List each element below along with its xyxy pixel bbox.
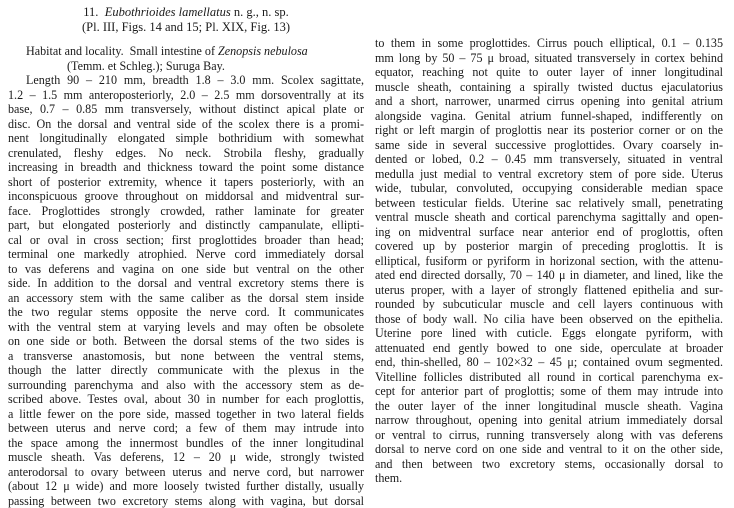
text-line: wide, tubular, convoluted, occupying considerable median space — [375, 181, 723, 196]
text-line: short of posterior extremity, whence it tapers posteriorly, with an — [8, 175, 364, 190]
text-line: muscle sheath, containing a spirally twisted ductus ejaculatorius — [375, 80, 723, 95]
text-line: surrounding parenchyma and also with the accessory stem as de- — [8, 378, 364, 393]
text-line: muscle sheath. Vas deferens, 12 – 20 μ wide, strongly twisted — [8, 450, 364, 465]
text-line: ventral muscle sheath and cortical parenchyma sagittally and open- — [375, 210, 723, 225]
text-line: alongside vagina. Genital atrium funnel-shaped, indifferently on — [375, 109, 723, 124]
text-line: side. In addition to the dorsal and ventral excretory stems there is — [8, 276, 364, 291]
text-line: nent longitudinally elongated simple bothridium with somewhat — [8, 131, 364, 146]
text-line: ing on midventral surface near anterior end of proglottis, often — [375, 225, 723, 240]
text-line: cept for anterior part of proglottis; some of them may intrude into — [375, 384, 723, 399]
text-line: a transverse anastomosis, but none between the ventral stems, — [8, 349, 364, 364]
text-line: covered up by posterior margin of preceding proglottis. It is — [375, 239, 723, 254]
text-line: narrow throughout, opening into genital atrium immediately dorsal — [375, 413, 723, 428]
text-line: and then between two excretory stems, occasionally dorsal to — [375, 457, 723, 472]
text-line: on one side or both. Between the dorsal stems of the two sides is — [8, 334, 364, 349]
text-line: the two regular stems opposite the nerve cord. It communicates — [8, 305, 364, 320]
text-line: base, 0.7 – 0.85 mm transversely, without distinct apical plate or — [8, 102, 364, 117]
species-designation: n. g., n. sp. — [234, 5, 289, 19]
text-line: the outer layer of the inner longitudinal muscle sheath. Vagina — [375, 399, 723, 414]
text-line: 1.2 – 1.5 mm anteroposteriorly, 2.0 – 2.5 mm dorsoventrally at its — [8, 88, 364, 103]
text-line: with the ventral stem at varying levels and may often be obsolete — [8, 320, 364, 335]
text-line: disc. On the dorsal and ventral side of the scolex there is a promi- — [8, 117, 364, 132]
text-line: mm long by 50 – 75 μ broad, situated transversely in cortex behind — [375, 51, 723, 66]
text-line: to them in some proglottides. Cirrus pouch elliptical, 0.1 – 0.135 — [375, 36, 723, 51]
right-column — [375, 36, 723, 486]
text-line: or ventral to cirrus, running transversely along with vas deferens — [375, 428, 723, 443]
text-line: uterus proper, with a layer of strongly flattened epithelia and sur- — [375, 283, 723, 298]
text-line: ated end directed dorsally, 70 – 140 μ in diameter, and lined, like the — [375, 268, 723, 283]
text-line: Uterine pore lined with cuticle. Eggs elongate pyriform, with — [375, 326, 723, 341]
host-species: Zenopsis nebulosa — [218, 44, 308, 58]
text-line: the space among the innermost bundles of the inner longitudinal — [8, 436, 364, 451]
species-name: Eubothrioides lamellatus — [105, 5, 231, 19]
text-line: end, thin-shelled, 80 – 102×32 – 45 μ; contained ovum segmented. — [375, 355, 723, 370]
text-line: equator, reaching not quite to outer layer of inner longitudinal — [375, 65, 723, 80]
habitat-line — [8, 44, 364, 59]
plate-references: (Pl. III, Figs. 14 and 15; Pl. XIX, Fig. 13) — [8, 20, 364, 35]
left-column — [8, 5, 364, 508]
species-number: 11. — [83, 5, 98, 19]
text-line: them. — [375, 471, 723, 486]
text-line: inconspicuous groove throughout on middorsal and midventral sur- — [8, 189, 364, 204]
text-line: anterodorsal to ovary between uterus and nerve cord, but narrower — [8, 465, 364, 480]
habitat-text: Small intestine of — [130, 44, 215, 58]
text-line: part, but elongated posteriorly and distinctly campanulate, ellipti- — [8, 218, 364, 233]
habitat-label: Habitat and locality. — [26, 44, 124, 58]
species-heading — [8, 5, 364, 20]
text-line: passing between two excretory stems along with vagina, but dorsal — [8, 494, 364, 508]
text-line: same side in several successive proglottides. Ovary coarsely in- — [375, 138, 723, 153]
text-line: a little fewer on the pore side, massed together in two lateral fields — [8, 407, 364, 422]
text-line: dented or lobed, 0.2 – 0.45 mm transversely, situated in ventral — [375, 152, 723, 167]
text-line: those of body wall. No cilia have been observed on the epithelia. — [375, 312, 723, 327]
text-line: right or left margin of proglottis near its posterior corner or on the — [375, 123, 723, 138]
text-line: between uterus and nerve cord; a few of them may intrude into — [8, 421, 364, 436]
text-line: Vitelline follicles distributed all round in cortical parenchyma ex- — [375, 370, 723, 385]
text-line: face. Proglottides strongly crowded, rather laminate for greater — [8, 204, 364, 219]
text-line: terminal one markedly atrophied. Nerve cord immediately dorsal — [8, 247, 364, 262]
text-line: between testicular fields. Uterine sac relatively small, penetrating — [375, 196, 723, 211]
text-line: an accessory stem with the same caliber as the dorsal stem inside — [8, 291, 364, 306]
text-line: to vas deferens and vagina on one side but ventral on the other — [8, 262, 364, 277]
text-line: rounded by subcuticular muscle and cell layers continuous with — [375, 297, 723, 312]
text-line: dorsal to nerve cord on one side and ventral to it on the other side, — [375, 442, 723, 457]
text-line: Length 90 – 210 mm, breadth 1.8 – 3.0 mm. Scolex sagittate, — [8, 73, 364, 88]
text-line: and a short, narrower, unarmed cirrus opening into genital atrium — [375, 94, 723, 109]
text-line: though the latter directly communicate with the plexus in the — [8, 363, 364, 378]
text-line: attenuated end gently bowed to one side, operculate at broader — [375, 341, 723, 356]
text-line: medulla just medial to ventral excretory stem of pore side. Uterus — [375, 167, 723, 182]
text-line: elliptical, fusiform or pyriform in horizonal section, with the attenu- — [375, 254, 723, 269]
text-line: crenulated, fleshy edges. No neck. Strobila fleshy, gradually — [8, 146, 364, 161]
text-line: (about 12 μ wide) and more loosely twisted further distally, usually — [8, 479, 364, 494]
habitat-continuation: (Temm. et Schleg.); Suruga Bay. — [8, 59, 364, 74]
text-line: scribed above. Testes oval, about 30 in number for each proglottis, — [8, 392, 364, 407]
text-line: cal or oval in cross section; first proglottides broader than head; — [8, 233, 364, 248]
text-line: increasing in breadth and thickness toward the point some distance — [8, 160, 364, 175]
